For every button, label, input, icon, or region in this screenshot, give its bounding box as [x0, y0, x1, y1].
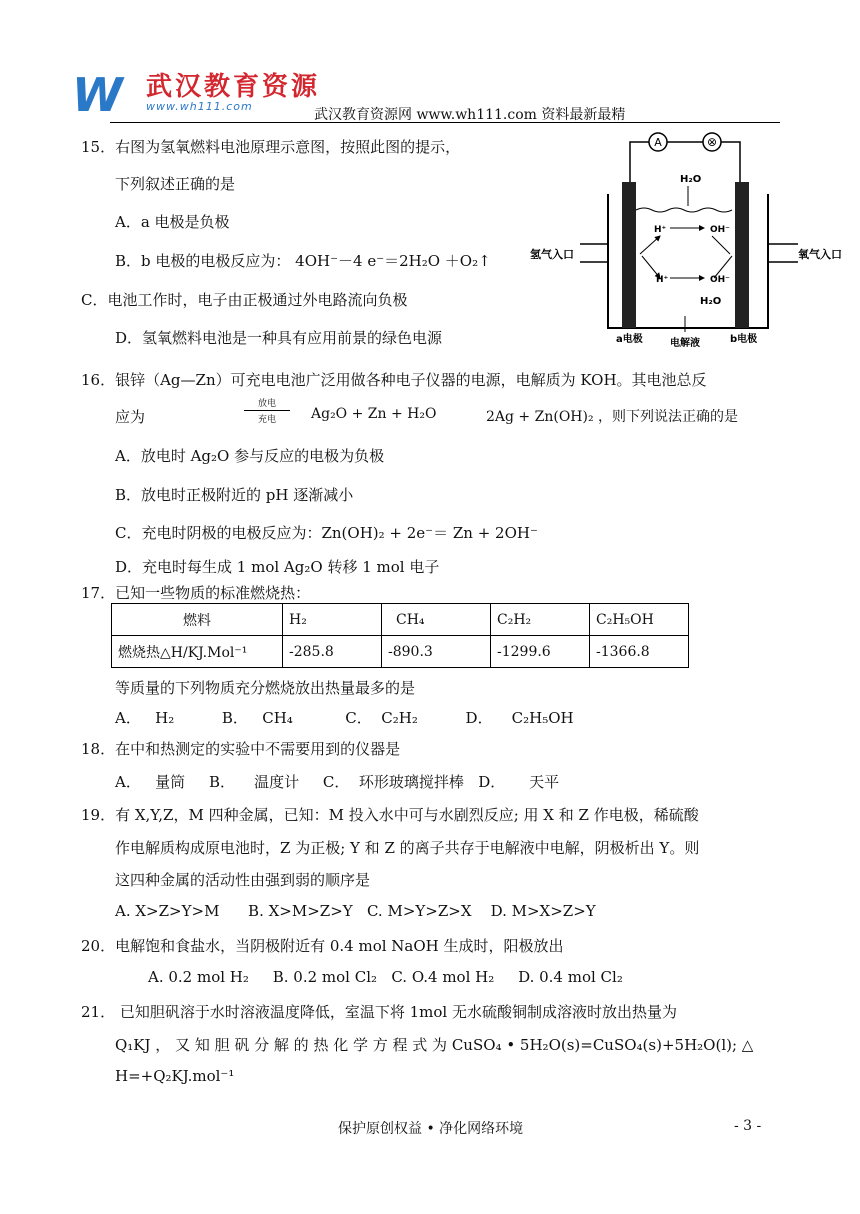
- table-header-row: [112, 604, 689, 636]
- q17-question: 等质量的下列物质充分燃烧放出热量最多的是: [115, 679, 416, 697]
- q15-option-b: B．b 电极的电极反应为： 4OH⁻－4 e⁻＝2H₂O ＋O₂↑: [115, 252, 491, 270]
- q18-options: A． 量筒 B． 温度计 C． 环形玻璃搅拌棒 D． 天平: [115, 773, 560, 791]
- discharge-charge-arrow: [244, 396, 290, 425]
- header-rule: [110, 122, 780, 123]
- q21-line-1: 21． 已知胆矾溶于水时溶液温度降低，室温下将 1mol 无水硫酸铜制成溶液时放出热量为: [81, 1003, 677, 1021]
- lamp-label: ⊗: [706, 135, 718, 149]
- q19-options: A. X>Z>Y>M B. X>M>Z>Y C. M>Y>Z>X D. M>X>Z>Y: [115, 902, 596, 920]
- q16-option-d: D．充电时每生成 1 mol Ag₂O 转移 1 mol 电子: [115, 558, 440, 576]
- table-cell: -285.8: [283, 636, 382, 668]
- fuel-cell-diagram: [530, 132, 850, 354]
- q17-stem: 17．已知一些物质的标准燃烧热：: [81, 584, 311, 602]
- table-cell: -1366.8: [590, 636, 689, 668]
- q16-option-a: A．放电时 Ag₂O 参与反应的电极为负极: [115, 447, 385, 465]
- q17-options: A． H₂ B． CH₄ C． C₂H₂ D． C₂H₅OH: [115, 709, 574, 727]
- charge-label: 充电: [257, 415, 276, 425]
- footer-slogan: 保护原创权益 • 净化网络环境: [338, 1121, 524, 1137]
- q16-stem-2-prefix: 应为: [115, 408, 146, 426]
- oh-label-2: OH⁻: [710, 275, 730, 285]
- table-header-cell: C₂H₅OH: [590, 604, 689, 636]
- table-header-cell: H₂: [283, 604, 382, 636]
- page-number: - 3 -: [734, 1118, 762, 1134]
- electrode-b-label: b电极: [730, 334, 758, 345]
- electrode-a-label: a电极: [616, 334, 643, 345]
- h-plus-label-2: H⁺: [656, 275, 669, 285]
- q19-line-3: 这四种金属的活动性由强到弱的顺序是: [115, 871, 371, 889]
- q15-option-a: A．a 电极是负极: [115, 213, 230, 231]
- water-top-label: H₂O: [680, 174, 702, 185]
- logo-url: www.wh111.com: [146, 100, 253, 113]
- logo-name: 武汉教育资源: [146, 72, 321, 102]
- q16-equation-left: Ag₂O + Zn + H₂O: [311, 406, 437, 422]
- electrode-b-plate: [735, 182, 749, 328]
- table-header-cell: CH₄: [382, 604, 491, 636]
- q15-option-d: D．氢氧燃料电池是一种具有应用前景的绿色电源: [115, 329, 443, 347]
- combustion-heat-table: [111, 603, 689, 668]
- q15-stem-1: 15．右图为氢氧燃料电池原理示意图，按照此图的提示，: [81, 138, 461, 156]
- h2-inlet-label: 氢气入口: [530, 248, 574, 261]
- ammeter-label: A: [654, 136, 662, 149]
- electrolyte-label: 电解液: [670, 338, 700, 349]
- h-plus-label-1: H⁺: [654, 225, 667, 235]
- table-header-cell: C₂H₂: [491, 604, 590, 636]
- q19-line-1: 19．有 X,Y,Z，M 四种金属，已知：M 投入水中可与水剧烈反应; 用 X 和 Z 作电极，稀硫酸: [81, 806, 699, 824]
- logo-mark: W: [72, 68, 115, 122]
- q16-option-c: C．充电时阴极的电极反应为：Zn(OH)₂ + 2e⁻＝ Zn + 2OH⁻: [115, 524, 538, 542]
- discharge-label: 放电: [257, 399, 276, 409]
- site-logo: [72, 64, 322, 122]
- o2-inlet-label: 氧气入口: [798, 248, 842, 261]
- q16-option-b: B．放电时正极附近的 pH 逐渐减小: [115, 486, 354, 504]
- oh-label-1: OH⁻: [710, 225, 730, 235]
- q16-equation-right: 2Ag + Zn(OH)₂ ，则下列说法正确的是: [486, 409, 739, 425]
- q15-option-c: C．电池工作时，电子由正极通过外电路流向负极: [81, 291, 408, 309]
- water-bottom-label: H₂O: [700, 296, 722, 307]
- table-cell: -890.3: [382, 636, 491, 668]
- table-cell: 燃烧热△H/KJ.Mol⁻¹: [112, 636, 283, 668]
- q16-stem-1: 16．银锌（Ag—Zn）可充电电池广泛用做各种电子仪器的电源，电解质为 KOH。其电池总反: [81, 371, 707, 389]
- table-row: [112, 636, 689, 668]
- q21-line-2: Q₁KJ ， 又 知 胆 矾 分 解 的 热 化 学 方 程 式 为 CuSO₄ • 5H₂O(s)=CuSO₄(s)+5H₂O(l); △: [115, 1036, 754, 1054]
- table-cell: -1299.6: [491, 636, 590, 668]
- table-header-cell: 燃料: [112, 604, 283, 636]
- q19-line-2: 作电解质构成原电池时，Z 为正极; Y 和 Z 的离子共存于电解液中电解，阴极析出 Y。则: [115, 839, 700, 857]
- q21-line-3: H=+Q₂KJ.mol⁻¹: [115, 1067, 235, 1085]
- q18-stem: 18．在中和热测定的实验中不需要用到的仪器是: [81, 740, 401, 758]
- q20-stem: 20．电解饱和食盐水，当阴极附近有 0.4 mol NaOH 生成时，阳极放出: [81, 937, 564, 955]
- q20-options: A. 0.2 mol H₂ B. 0.2 mol Cl₂ C. O.4 mol H₂ D. 0.4 mol Cl₂: [148, 968, 623, 986]
- q15-stem-2: 下列叙述正确的是: [115, 175, 236, 193]
- electrode-a-plate: [622, 182, 636, 328]
- header-site-line: 武汉教育资源网 www.wh111.com 资料最新最精: [314, 107, 626, 123]
